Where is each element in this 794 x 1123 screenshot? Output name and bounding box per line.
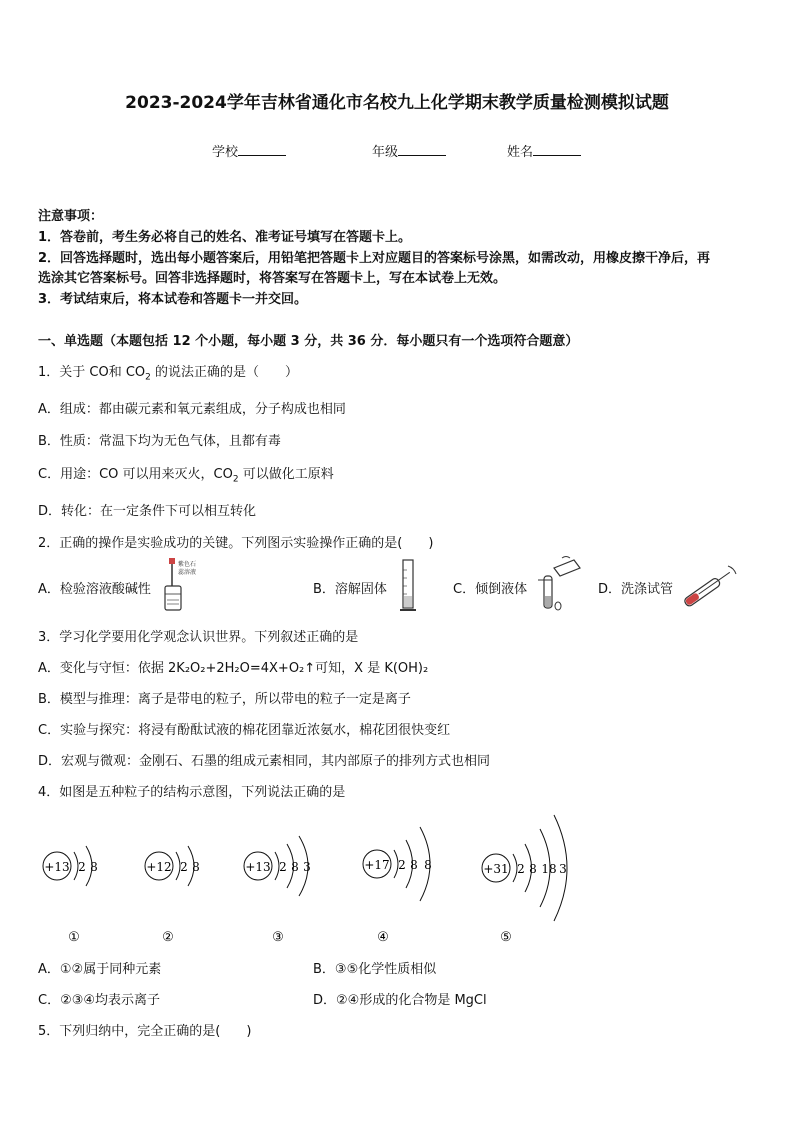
q1-stem-b: 的说法正确的是（ ） [150,365,299,380]
atom-1-nucleus: +13 [44,860,70,874]
atom-3-label: ③ [272,930,284,945]
q1-option-d: D．转化：在一定条件下可以相互转化 [38,504,257,519]
notice-item-1: 1．答卷前，考生务必将自己的姓名、准考证号填写在答题卡上。 [38,230,412,245]
q3-option-b: B．模型与推理：离子是带电的粒子，所以带电的粒子一定是离子 [38,692,411,707]
notice-heading: 注意事项： [38,209,104,224]
q4-option-d: D．②④形成的化合物是 MgCl [313,993,487,1008]
atom-2-shell-2: 8 [192,860,200,874]
atom-1-shell-1: 2 [78,860,86,874]
q1-option-c-a: C．用途：CO 可以用来灭火，CO [38,467,233,482]
q2-option-d: D．洗涤试管 [598,582,674,597]
q2-option-b: B．溶解固体 [313,582,387,597]
q4-option-c: C．②③④均表示离子 [38,993,161,1008]
q3-option-d: D．宏观与微观：金刚石、石墨的组成元素相同，其内部原子的排列方式也相同 [38,754,491,769]
notice-item-2a: 2．回答选择题时，选出每小题答案后，用铅笔把答题卡上对应题目的答案标号涂黑，如需改动，用橡皮擦干净后，再 [38,251,711,266]
litmus-label-2: 蕊溶液 [178,569,197,576]
q1-option-c-sub: 2 [232,474,239,485]
notice-item-2b: 选涂其它答案标号。回答非选择题时，将答案写在答题卡上，写在本试卷上无效。 [38,271,507,286]
atom-1-label: ① [68,930,80,945]
atomic-structure-diagrams [30,805,590,950]
atom-diagram-3 [244,836,311,945]
q3-option-c: C．实验与探究：将浸有酚酞试液的棉花团靠近浓氨水，棉花团很快变红 [38,723,451,738]
atom-4-label: ④ [377,930,389,945]
q2-option-c: C．倾倒液体 [453,582,528,597]
atom-5-label: ⑤ [500,930,512,945]
atom-5-shell-2: 8 [529,862,537,876]
atom-5-shell-1: 2 [517,862,525,876]
section-1-heading: 一、单选题（本题包括 12 个小题，每小题 3 分，共 36 分．每小题只有一个选项符合题意） [38,334,579,349]
q3-option-a: A．变化与守恒：依据 2K₂O₂+2H₂O=4X+O₂↑可知，X 是 K(OH)₂ [38,661,429,676]
q1-option-b: B．性质：常温下均为无色气体，且都有毒 [38,434,281,449]
atom-3-shell-3: 3 [303,860,311,874]
grade-label: 年级 [372,145,399,160]
atom-diagram-4 [363,827,432,945]
name-field [507,141,581,160]
q1-stem-a: 1．关于 CO和 CO [38,365,146,380]
q2-option-a: A．检验溶液酸碱性 [38,582,151,597]
school-field [212,141,286,160]
atom-2-nucleus: +12 [146,860,172,874]
atom-3-shell-2: 8 [291,860,299,874]
atom-diagram-2 [145,846,200,945]
page-title: 2023-2024学年吉林省通化市名校九上化学期末教学质量检测模拟试题 [125,93,669,113]
atom-4-nucleus: +17 [364,858,390,872]
atom-3-shell-1: 2 [279,860,287,874]
atom-2-shell-1: 2 [180,860,188,874]
atom-4-shell-3: 8 [424,858,432,872]
atom-2-label: ② [162,930,174,945]
pouring-liquid-illustration [532,554,584,614]
atom-5-shell-4: 3 [559,862,567,876]
school-label: 学校 [212,145,239,160]
q1-option-a: A．组成：都由碳元素和氧元素组成，分子构成也相同 [38,402,346,417]
atom-1-shell-2: 8 [90,860,98,874]
q4-option-b: B．③⑤化学性质相似 [313,962,437,977]
atom-4-shell-2: 8 [410,858,418,872]
school-blank [238,143,286,156]
litmus-test-illustration [160,556,200,612]
q3-stem: 3．学习化学要用化学观念认识世界。下列叙述正确的是 [38,630,359,645]
grade-blank [398,143,446,156]
q4-option-a: A．①②属于同种元素 [38,962,162,977]
q4-stem: 4．如图是五种粒子的结构示意图，下列说法正确的是 [38,785,346,800]
name-label: 姓名 [507,145,534,160]
q1-stem-sub: 2 [145,372,151,383]
atom-5-nucleus: +31 [483,862,509,876]
q1-stem [38,361,298,383]
atom-4-shell-1: 2 [398,858,406,872]
q1-option-c [38,463,334,485]
q5-stem: 5．下列归纳中，完全正确的是( ) [38,1024,252,1039]
graduated-cylinder-illustration [398,558,418,614]
notice-item-3: 3．考试结束后，将本试卷和答题卡一并交回。 [38,292,308,307]
atom-diagram-5 [482,815,567,945]
grade-field [372,141,446,160]
atom-diagram-1 [43,846,98,945]
name-blank [533,143,581,156]
atom-3-nucleus: +13 [245,860,271,874]
q2-stem: 2．正确的操作是实验成功的关键。下列图示实验操作正确的是( ) [38,536,434,551]
q1-option-c-b: 可以做化工原料 [238,467,334,482]
washing-tube-illustration [678,560,740,612]
atom-5-shell-3: 18 [541,862,557,876]
litmus-label-1: 紫色石 [178,561,197,568]
